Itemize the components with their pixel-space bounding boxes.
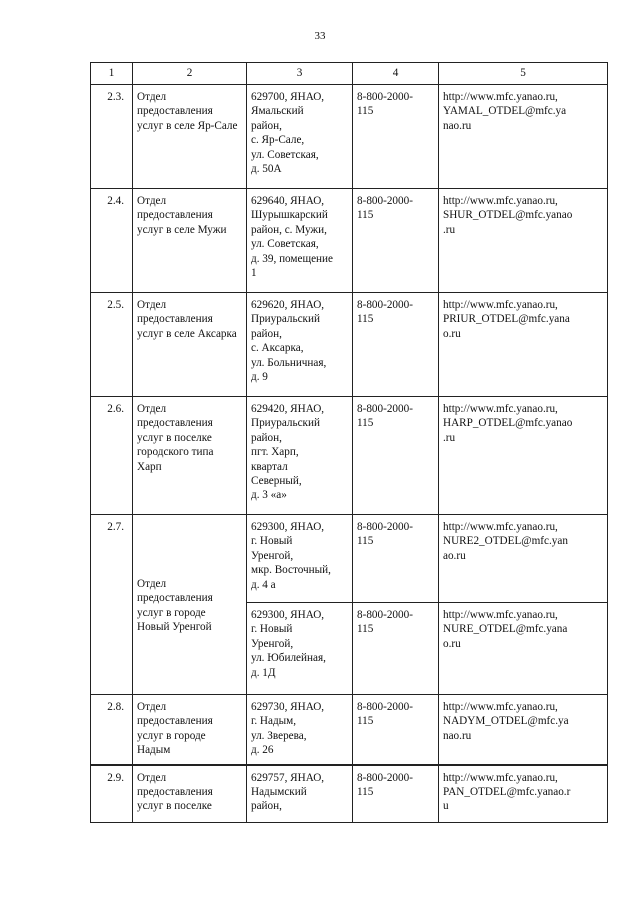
office-phone: 8-800-2000- 115 <box>353 515 439 603</box>
row-number: 2.5. <box>91 293 133 397</box>
table-row <box>91 397 608 515</box>
office-web-email: http://www.mfc.yanao.ru, NADYM_OTDEL@mfc.ya nao.ru <box>439 695 608 765</box>
office-address: 629700, ЯНАО, Ямальский район, с. Яр-Сале, ул. Советская, д. 50А <box>247 85 353 189</box>
office-web-email: http://www.mfc.yanao.ru, HARP_OTDEL@mfc.yanao .ru <box>439 397 608 515</box>
table-row <box>91 85 608 189</box>
table-row <box>91 515 608 603</box>
column-header: 2 <box>133 63 247 85</box>
office-name: Отдел предоставления услуг в селе Яр-Сале <box>133 85 247 189</box>
column-header: 1 <box>91 63 133 85</box>
page-number: 33 <box>314 30 326 42</box>
row-number: 2.9. <box>91 765 133 823</box>
office-name: Отдел предоставления услуг в селе Аксарка <box>133 293 247 397</box>
office-web-email: http://www.mfc.yanao.ru, PAN_OTDEL@mfc.yanao.r u <box>439 765 608 823</box>
office-web-email: http://www.mfc.yanao.ru, YAMAL_OTDEL@mfc.ya nao.ru <box>439 85 608 189</box>
office-address: 629300, ЯНАО, г. Новый Уренгой, ул. Юбилейная, д. 1Д <box>247 603 353 695</box>
table-row <box>91 695 608 765</box>
office-address: 629757, ЯНАО, Надымский район, <box>247 765 353 823</box>
row-number: 2.8. <box>91 695 133 765</box>
office-web-email: http://www.mfc.yanao.ru, NURE2_OTDEL@mfc.yan ao.ru <box>439 515 608 603</box>
office-name: Отдел предоставления услуг в поселке <box>133 765 247 823</box>
office-address: 629640, ЯНАО, Шурышкарский район, с. Мужи, ул. Советская, д. 39, помещение 1 <box>247 189 353 293</box>
row-number: 2.7. <box>91 515 133 695</box>
office-address: 629300, ЯНАО, г. Новый Уренгой, мкр. Восточный, д. 4 а <box>247 515 353 603</box>
office-name: Отдел предоставления услуг в городе Новый Уренгой <box>133 515 247 695</box>
office-phone: 8-800-2000- 115 <box>353 397 439 515</box>
column-header: 4 <box>353 63 439 85</box>
office-address: 629620, ЯНАО, Приуральский район, с. Аксарка, ул. Больничная, д. 9 <box>247 293 353 397</box>
office-address: 629730, ЯНАО, г. Надым, ул. Зверева, д. 26 <box>247 695 353 765</box>
office-web-email: http://www.mfc.yanao.ru, SHUR_OTDEL@mfc.yanao .ru <box>439 189 608 293</box>
office-phone: 8-800-2000- 115 <box>353 695 439 765</box>
office-web-email: http://www.mfc.yanao.ru, NURE_OTDEL@mfc.yana o.ru <box>439 603 608 695</box>
table-row <box>91 189 608 293</box>
office-name: Отдел предоставления услуг в поселке городского типа Харп <box>133 397 247 515</box>
office-phone: 8-800-2000- 115 <box>353 603 439 695</box>
office-phone: 8-800-2000- 115 <box>353 189 439 293</box>
office-address: 629420, ЯНАО, Приуральский район, пгт. Харп, квартал Северный, д. 3 «а» <box>247 397 353 515</box>
office-phone: 8-800-2000- 115 <box>353 293 439 397</box>
table-row <box>91 293 608 397</box>
column-header: 5 <box>439 63 608 85</box>
office-web-email: http://www.mfc.yanao.ru, PRIUR_OTDEL@mfc.yana o.ru <box>439 293 608 397</box>
row-number: 2.4. <box>91 189 133 293</box>
office-phone: 8-800-2000- 115 <box>353 85 439 189</box>
office-phone: 8-800-2000- 115 <box>353 765 439 823</box>
table-header-row <box>91 63 608 85</box>
mfc-offices-table <box>90 62 608 823</box>
office-name: Отдел предоставления услуг в селе Мужи <box>133 189 247 293</box>
row-number: 2.6. <box>91 397 133 515</box>
office-name: Отдел предоставления услуг в городе Надым <box>133 695 247 765</box>
row-number: 2.3. <box>91 85 133 189</box>
table-row <box>91 765 608 823</box>
column-header: 3 <box>247 63 353 85</box>
